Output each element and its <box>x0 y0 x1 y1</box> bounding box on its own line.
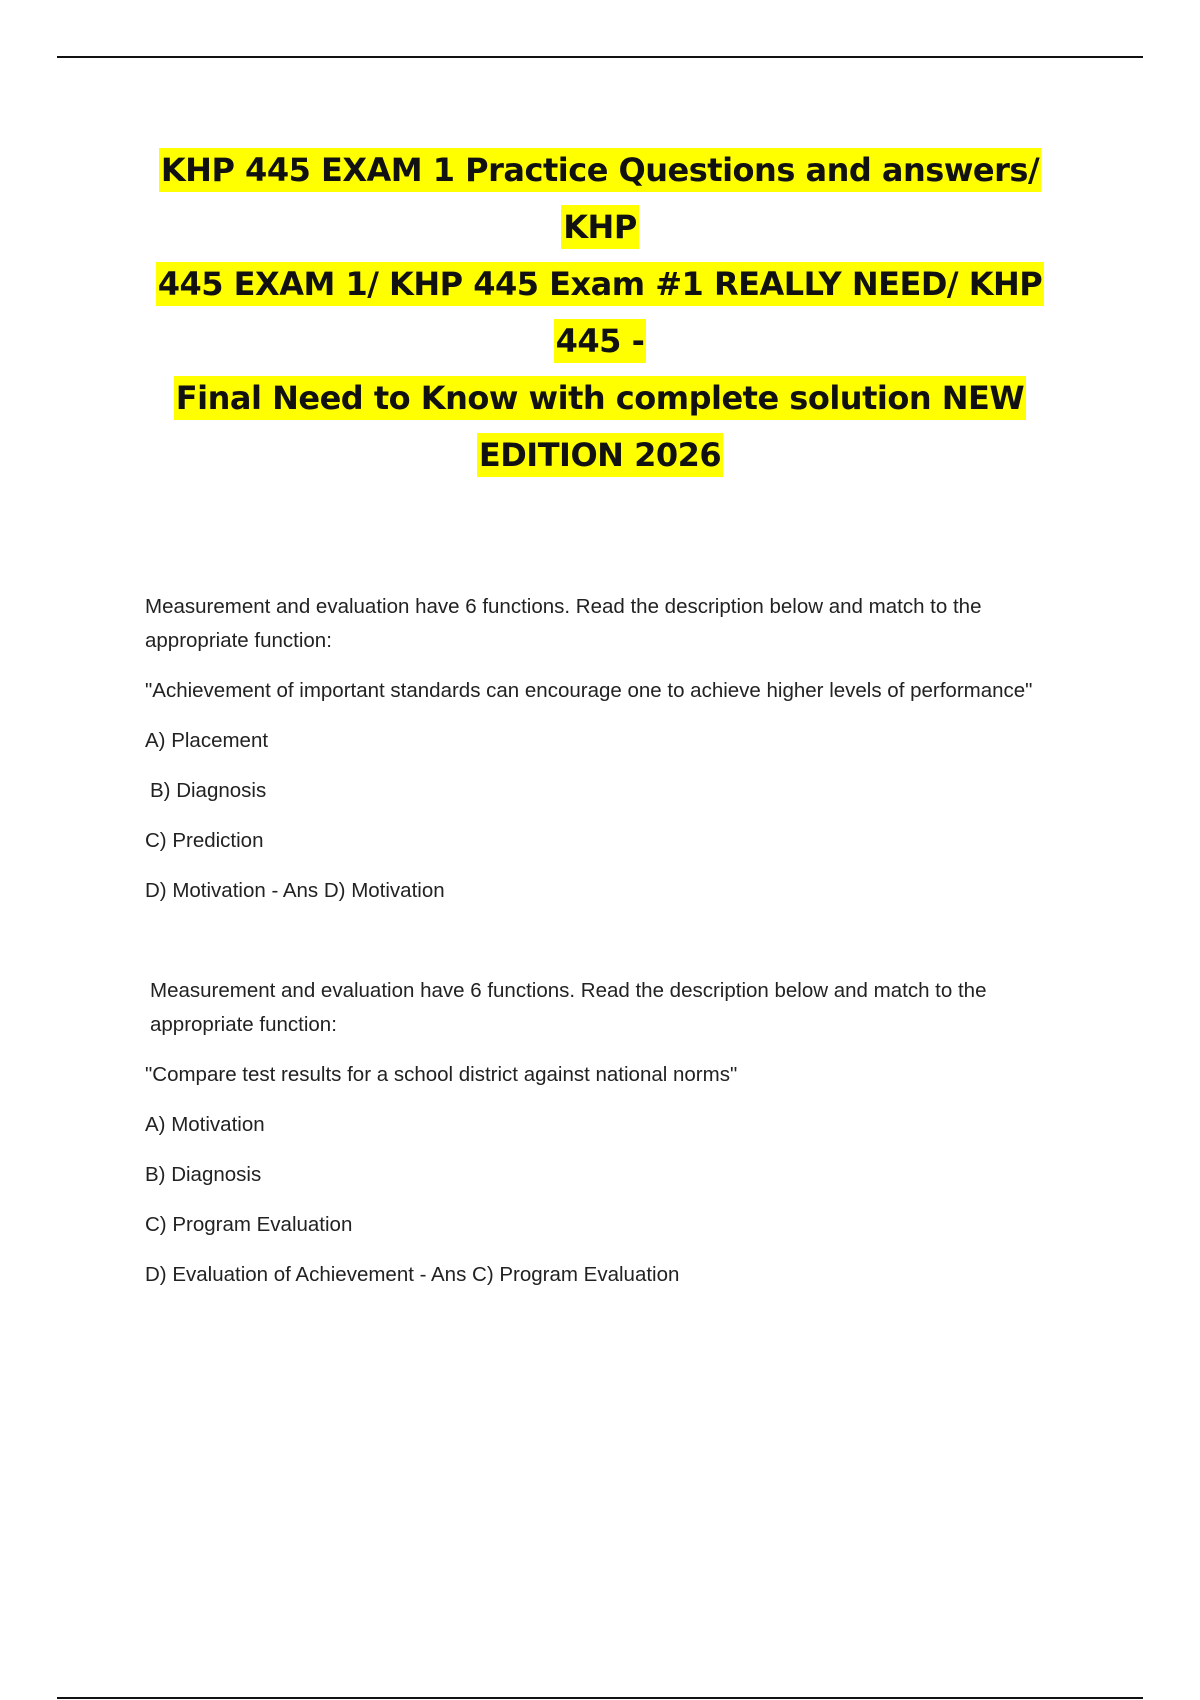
question-2-option-b: B) Diagnosis <box>145 1163 262 1186</box>
top-rule <box>57 56 1143 58</box>
question-2-quote: "Compare test results for a school district against national norms" <box>145 1063 738 1086</box>
bottom-rule <box>57 1697 1143 1699</box>
question-2-option-c: C) Program Evaluation <box>145 1213 353 1236</box>
title-line-1: KHP 445 EXAM 1 Practice Questions and answers/ KHP <box>159 148 1041 249</box>
question-1 <box>145 590 1085 908</box>
question-1-option-c: C) Prediction <box>145 829 264 852</box>
title-line-3: Final Need to Know with complete solution NEW <box>174 376 1026 420</box>
question-1-quote: "Achievement of important standards can encourage one to achieve higher levels of performance" <box>145 679 1033 702</box>
question-2 <box>145 974 1085 1292</box>
title-line-4: EDITION 2026 <box>477 433 723 477</box>
title-line-2: 445 EXAM 1/ KHP 445 Exam #1 REALLY NEED/ KHP 445 - <box>156 262 1045 363</box>
document-body <box>145 590 1085 1308</box>
document-title <box>130 142 1070 484</box>
question-2-prompt: Measurement and evaluation have 6 functions. Read the description below and match to the appropriate function: <box>150 979 987 1036</box>
question-1-option-a: A) Placement <box>145 729 269 752</box>
question-1-option-b: B) Diagnosis <box>150 779 267 802</box>
question-2-option-d-answer: D) Evaluation of Achievement - Ans C) Program Evaluation <box>145 1263 680 1286</box>
question-1-option-d-answer: D) Motivation - Ans D) Motivation <box>145 879 445 902</box>
question-1-prompt: Measurement and evaluation have 6 functions. Read the description below and match to the appropriate function: <box>145 595 982 652</box>
question-2-option-a: A) Motivation <box>145 1113 265 1136</box>
